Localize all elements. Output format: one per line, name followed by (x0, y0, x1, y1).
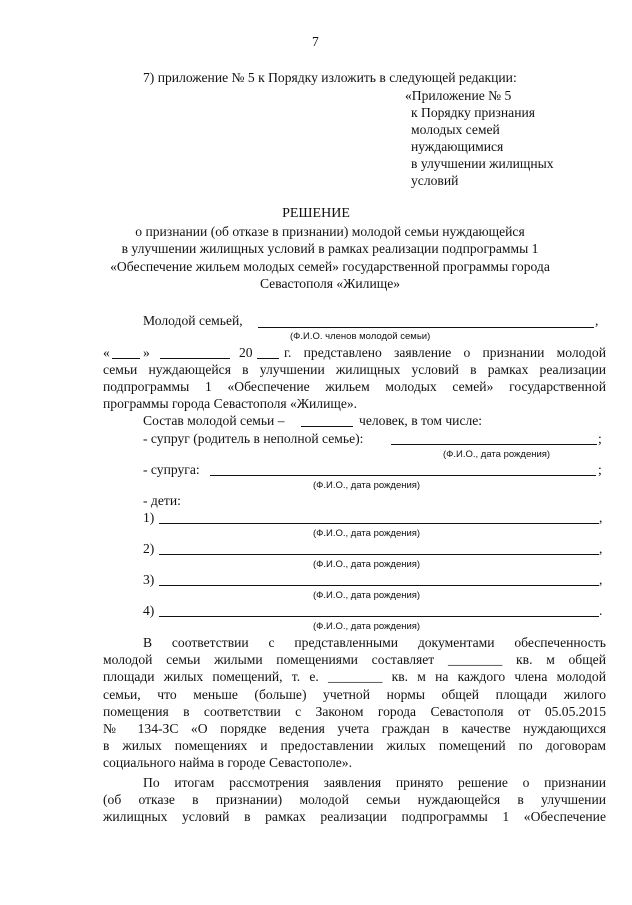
appendix-line: молодых семей (411, 122, 500, 137)
paragraph-line: В соответствии с представленными документами обеспеченность (143, 635, 606, 650)
document-subtitle (90, 223, 570, 292)
appendix-line: «Приложение № 5 (405, 88, 512, 103)
subtitle-line: Севастополя «Жилище» (259, 275, 401, 291)
appendix-line: к Порядку признания (411, 105, 536, 120)
child-end: , (599, 541, 603, 556)
child-caption: (Ф.И.О., дата рождения) (313, 559, 421, 570)
child-number: 1) (143, 510, 155, 525)
child-end: . (599, 603, 603, 618)
paragraph-decision (103, 774, 606, 826)
family-field[interactable] (258, 327, 594, 328)
child-end: , (599, 510, 603, 525)
family-caption: (Ф.И.О. членов молодой семьи) (290, 331, 431, 342)
date-close-quote: » (143, 345, 150, 360)
day-field[interactable] (112, 358, 140, 359)
paragraph-line: (об отказе в признании) молодой семьи нуждающейся в улучшении (103, 792, 606, 808)
year-prefix: 20 (239, 345, 253, 360)
children-label: - дети: (143, 493, 181, 508)
child-field[interactable] (159, 585, 599, 586)
application-line: программы города Севастополя «Жилище». (103, 396, 358, 412)
paragraph-provision (103, 634, 606, 772)
paragraph-line: жилищных условий в рамках реализации подпрограммы 1 «Обеспечение (103, 809, 606, 825)
subtitle-line: в улучшении жилищных условий в рамках реализации подпрограммы 1 (121, 241, 539, 257)
child-number: 4) (143, 603, 155, 618)
application-text (103, 361, 606, 413)
child-number: 3) (143, 572, 155, 587)
paragraph-line: семьи, что меньше (больше) учетной нормы общей площади жилого (103, 686, 606, 702)
family-label: Молодой семьей, (143, 313, 243, 328)
child-field[interactable] (159, 523, 599, 524)
document-title: РЕШЕНИЕ (282, 206, 350, 221)
child-field[interactable] (159, 554, 599, 555)
paragraph-line: № 134-ЗС «О порядке ведения учета граждан в качестве нуждающихся (103, 721, 606, 737)
child-end: , (599, 572, 603, 587)
spouse1-end: ; (598, 431, 602, 446)
intro-line: 7) приложение № 5 к Порядку изложить в следующей редакции: (143, 70, 517, 85)
date-open-quote: « (103, 345, 110, 360)
composition-suffix: человек, в том числе: (359, 413, 483, 428)
child-number: 2) (143, 541, 155, 556)
composition-prefix: Состав молодой семьи – (143, 413, 285, 428)
subtitle-line: о признании (об отказе в признании) молодой семьи нуждающейся (135, 224, 525, 239)
child-caption: (Ф.И.О., дата рождения) (313, 590, 421, 601)
spouse1-field[interactable] (391, 444, 597, 445)
appendix-line: нуждающимися (411, 139, 504, 154)
family-end: , (595, 313, 599, 328)
spouse2-label: - супруга: (143, 462, 200, 477)
spouse2-end: ; (598, 462, 602, 477)
paragraph-line: социального найма в городе Севастополе». (103, 755, 352, 771)
child-caption: (Ф.И.О., дата рождения) (313, 621, 421, 632)
spouse2-field[interactable] (210, 475, 596, 476)
appendix-line: в улучшении жилищных (411, 156, 554, 171)
members-count-field[interactable] (301, 426, 353, 427)
application-line: подпрограммы 1 «Обеспечение жильем молодых семей» государственной (103, 379, 606, 395)
spouse1-label: - супруг (родитель в неполной семье): (143, 431, 364, 446)
spouse2-caption: (Ф.И.О., дата рождения) (313, 480, 421, 491)
page-number: 7 (312, 34, 319, 49)
month-field[interactable] (160, 358, 230, 359)
child-caption: (Ф.И.О., дата рождения) (313, 528, 421, 539)
appendix-line: условий (411, 173, 459, 188)
child-field[interactable] (159, 616, 599, 617)
year-field[interactable] (257, 358, 279, 359)
paragraph-line: площади жилых помещений, т. е. ________ кв. м на каждого члена молодой (103, 669, 606, 685)
paragraph-line: в жилых помещениях и предоставлении жилых помещений по договорам (103, 738, 606, 754)
spouse1-caption: (Ф.И.О., дата рождения) (443, 449, 551, 460)
paragraph-line: помещения в соответствии с Законом города Севастополя от 05.05.2015 (103, 703, 606, 719)
subtitle-line: «Обеспечение жильем молодых семей» государственной программы города (110, 258, 550, 274)
application-line: семьи нуждающейся в улучшении жилищных условий в рамках реализации (103, 362, 606, 377)
paragraph-line: молодой семьи жилыми помещениями составляет ________ кв. м общей (103, 652, 606, 668)
date-rest: г. представлено заявление о признании молодой (284, 345, 606, 360)
paragraph-line: По итогам рассмотрения заявления принято решение о признании (143, 775, 606, 790)
